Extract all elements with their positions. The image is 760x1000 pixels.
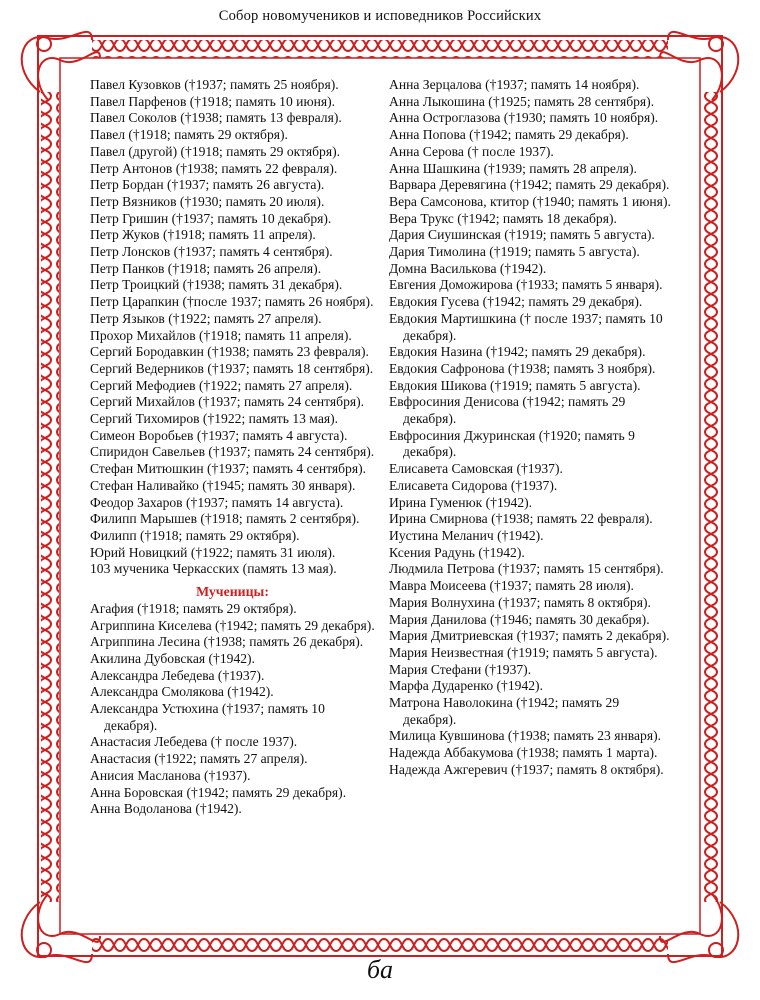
list-item: Сергий Бородавкин (†1938; память 23 февраля). xyxy=(90,344,369,360)
page-number: ба xyxy=(366,955,394,984)
list-item: Петр Панков (†1918; память 26 апреля). xyxy=(90,260,322,276)
list-item: Анна Водоланова (†1942). xyxy=(90,801,242,817)
list-item: Агриппина Лесина (†1938; память 26 декабря). xyxy=(90,634,364,650)
list-item: Вера Самсонова, ктитор (†1940; память 1 июня). xyxy=(389,193,671,209)
list-item: Анна Серова († после 1937). xyxy=(389,143,554,159)
list-item: Симеон Воробьев (†1937; память 4 августа). xyxy=(90,427,348,443)
list-item: Евдокия Гусева (†1942; память 29 декабря). xyxy=(389,294,643,310)
list-item: Филипп (†1918; память 29 октября). xyxy=(90,527,300,543)
list-item: Александра Смолякова (†1942). xyxy=(90,684,274,700)
list-item: Петр Лонсков (†1937; память 4 сентября). xyxy=(90,244,333,260)
list-item: Павел (†1918; память 29 октября). xyxy=(90,127,288,143)
list-item: Стефан Митюшкин (†1937; память 4 сентября). xyxy=(90,461,367,477)
list-item: Сергий Михайлов (†1937; память 24 сентября). xyxy=(90,394,365,410)
list-item: Анна Шашкина (†1939; память 28 апреля). xyxy=(389,160,637,176)
list-item: 103 мученика Черкасских (память 13 мая). xyxy=(90,561,337,577)
list-item: Петр Вязников (†1930; память 20 июля). xyxy=(90,193,325,209)
list-item: Надежда Аббакумова (†1938; память 1 марта). xyxy=(389,745,658,761)
list-item: Сергий Ведерников (†1937; память 18 сентября). xyxy=(90,360,374,376)
list-item: Павел (другой) (†1918; память 29 октября). xyxy=(90,143,341,159)
list-item: Петр Царапкин (†после 1937; память 26 ноября). xyxy=(90,294,374,310)
list-item: Мария Данилова (†1946; память 30 декабря). xyxy=(389,611,650,627)
list-item: Ксения Радунь (†1942). xyxy=(389,544,525,560)
list-item: Елисавета Самовская (†1937). xyxy=(389,461,563,477)
right-column xyxy=(389,77,674,779)
list-item: Евдокия Мартишкина († после 1937; память 10 декабря). xyxy=(389,310,663,343)
list-item: Петр Троицкий (†1938; память 31 декабря). xyxy=(90,277,343,293)
list-item: Мария Волнухина (†1937; память 8 октября). xyxy=(389,594,651,610)
list-item: Евфросиния Джуринская (†1920; память 9 декабря). xyxy=(389,427,635,460)
list-item: Агриппина Киселева (†1942; память 29 декабря). xyxy=(90,617,375,633)
section-heading: Мученицы: xyxy=(196,584,269,600)
list-item: Мария Неизвестная (†1919; память 5 августа). xyxy=(389,644,658,660)
list-item: Елисавета Сидорова (†1937). xyxy=(389,477,558,493)
list-item: Анна Попова (†1942; память 29 декабря). xyxy=(389,127,629,143)
list-item: Ирина Смирнова (†1938; память 22 февраля). xyxy=(389,511,653,527)
list-item: Александра Лебедева (†1937). xyxy=(90,667,265,683)
list-item: Матрона Наволокина (†1942; память 29 декабря). xyxy=(389,695,620,727)
list-item: Сергий Мефодиев (†1922; память 27 апреля). xyxy=(90,377,353,393)
list-item: Милица Кувшинова (†1938; память 23 января). xyxy=(389,728,662,744)
list-item: Домна Василькова (†1942). xyxy=(389,260,547,276)
list-item: Павел Парфенов (†1918; память 10 июня). xyxy=(90,93,336,109)
list-item: Дария Сиушинская (†1919; память 5 августа). xyxy=(389,227,655,243)
left-column xyxy=(90,77,375,818)
list-item: Ирина Гуменюк (†1942). xyxy=(389,494,533,510)
list-item: Мавра Моисеева (†1937; память 28 июля). xyxy=(389,578,634,594)
page-header: Собор новомучеников и исповедников Российских xyxy=(218,8,542,24)
list-item: Петр Жуков (†1918; память 11 апреля). xyxy=(90,227,316,243)
list-item: Анисия Масланова (†1937). xyxy=(90,767,251,783)
list-item: Анастасия (†1922; память 27 апреля). xyxy=(90,751,308,767)
list-item: Людмила Петрова (†1937; память 15 сентября). xyxy=(389,561,664,577)
list-item: Марфа Дударенко (†1942). xyxy=(389,678,543,694)
list-item: Евдокия Шикова (†1919; память 5 августа). xyxy=(389,377,641,393)
list-item: Евфросиния Денисова (†1942; память 29 декабря). xyxy=(389,394,626,427)
list-item: Вера Трукс (†1942; память 18 декабря). xyxy=(389,210,617,226)
list-item: Юрий Новицкий (†1922; память 31 июля). xyxy=(90,544,336,560)
list-item: Петр Бордан (†1937; память 26 августа). xyxy=(90,177,325,193)
list-item: Павел Соколов (†1938; память 13 февраля). xyxy=(90,110,342,126)
list-item: Павел Кузовков (†1937; память 25 ноября). xyxy=(90,77,339,92)
list-item: Дария Тимолина (†1919; память 5 августа). xyxy=(389,244,640,260)
list-item: Иустина Меланич (†1942). xyxy=(389,527,544,543)
list-item: Анна Боровская (†1942; память 29 декабря). xyxy=(90,784,347,800)
list-item: Надежда Ажгеревич (†1937; память 8 октября). xyxy=(389,761,664,777)
list-item: Анна Зерцалова (†1937; память 14 ноября). xyxy=(389,77,640,92)
list-item: Евдокия Сафронова (†1938; память 3 ноября). xyxy=(389,360,656,376)
list-item: Евдокия Назина (†1942; память 29 декабря). xyxy=(389,344,646,360)
list-item: Петр Антонов (†1938; память 22 февраля). xyxy=(90,160,338,176)
list-item: Спиридон Савельев (†1937; память 24 сентября). xyxy=(90,444,375,460)
list-item: Варвара Деревягина (†1942; память 29 декабря). xyxy=(389,177,670,193)
list-item: Евгения Доможирова (†1933; память 5 января). xyxy=(389,277,663,293)
list-item: Прохор Михайлов (†1918; память 11 апреля). xyxy=(90,327,352,343)
list-item: Анна Остроглазова (†1930; память 10 ноября). xyxy=(389,110,659,126)
list-item: Анастасия Лебедева († после 1937). xyxy=(90,734,298,750)
list-item: Петр Языков (†1922; память 27 апреля). xyxy=(90,310,322,326)
list-item: Филипп Марышев (†1918; память 2 сентября). xyxy=(90,511,360,527)
list-item: Александра Устюхина (†1937; память 10 декабря). xyxy=(90,701,325,733)
list-item: Мария Дмитриевская (†1937; память 2 декабря). xyxy=(389,628,670,644)
list-item: Феодор Захаров (†1937; память 14 августа). xyxy=(90,494,344,510)
list-item: Сергий Тихомиров (†1922; память 13 мая). xyxy=(90,411,339,427)
list-item: Петр Гришин (†1937; память 10 декабря). xyxy=(90,210,332,226)
list-item: Агафия (†1918; память 29 октября). xyxy=(90,600,297,616)
list-item: Анна Лыкошина (†1925; память 28 сентября). xyxy=(389,93,655,109)
list-item: Стефан Наливайко (†1945; память 30 января). xyxy=(90,477,356,493)
list-item: Мария Стефани (†1937). xyxy=(389,661,532,677)
list-item: Акилина Дубовская (†1942). xyxy=(90,650,255,666)
